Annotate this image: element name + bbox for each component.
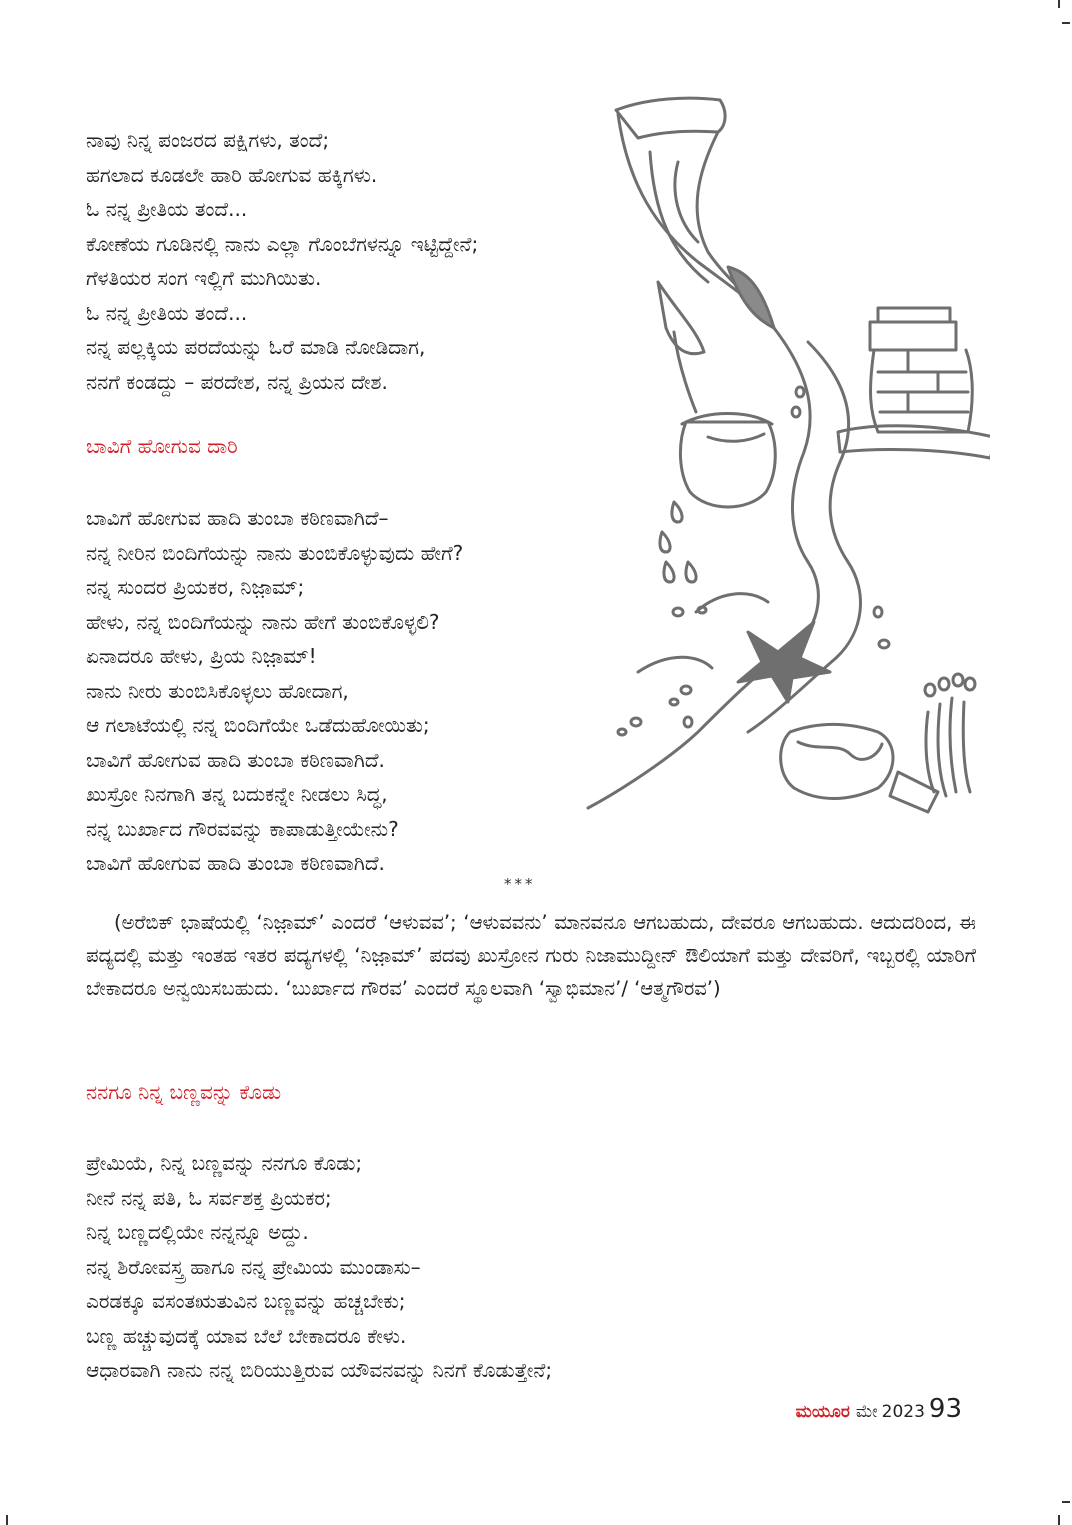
poem-3-title: ನನಗೂ ನಿನ್ನ ಬಣ್ಣವನ್ನು ಕೊಡು xyxy=(86,1080,282,1104)
explanatory-note: (ಅರೆಬಿಕ್ ಭಾಷೆಯಲ್ಲಿ ‘ನಿಜ಼ಾಮ್’ ಎಂದರೆ ‘ಆಳುವವ’; ‘ಆಳುವವನು’ ಮಾನವನೂ ಆಗಬಹುದು, ದೇವರೂ ಆಗಬಹುದು. ಆದುದರಿಂದ, ಈ ಪದ್ಯದಲ್ಲಿ ಮತ್ತು ಇಂತಹ ಇತರ ಪದ್ಯಗಳಲ್ಲಿ ‘ನಿಜ಼ಾಮ್’ ಪದವು ಖುಸ್ರೋನ ಗುರು ನಿಜಾಮುದ್ದೀನ್ ಔಲಿಯಾಗೆ ಮತ್ತು ದೇವರಿಗೆ, ಇಬ್ಬರಲ್ಲಿ ಯಾರಿಗೆ ಬೇಕಾದರೂ ಅನ್ವಯಿಸಬಹುದು. ‘ಬುರ್ಖಾದ ಗೌರವ’ ಎಂದರೆ ಸ್ಥೂಲವಾಗಿ ‘ಸ್ವಾಭಿಮಾನ’/ ‘ಆತ್ಮಗೌರವ’) xyxy=(86,911,976,1000)
crop-mark xyxy=(1058,0,1060,8)
splash-star xyxy=(738,622,830,702)
poem-line: ಬಾವಿಗೆ ಹೋಗುವ ಹಾದಿ ತುಂಬಾ ಕಠಿಣವಾಗಿದೆ. xyxy=(86,851,385,875)
poem-line: ಎರಡಕ್ಕೂ ವಸಂತಋತುವಿನ ಬಣ್ಣವನ್ನು ಹಚ್ಚಬೇಕು; xyxy=(86,1289,406,1313)
poem-line: ಓ ನನ್ನ ಪ್ರೀತಿಯ ತಂದೆ... xyxy=(86,197,248,221)
issue-month: ಮೇ xyxy=(855,1402,878,1422)
poem-line: ನನ್ನ ಪಲ್ಲಕ್ಕಿಯ ಪರದೆಯನ್ನು ಓರೆ ಮಾಡಿ ನೋಡಿದಾಗ, xyxy=(86,335,426,359)
poem-line: ನನ್ನ ಸುಂದರ ಪ್ರಿಯಕರ, ನಿಜ಼ಾಮ್; xyxy=(86,575,305,599)
poem-1 xyxy=(86,123,478,399)
poem-line: ಹಗಲಾದ ಕೂಡಲೇ ಹಾರಿ ಹೋಗುವ ಹಕ್ಕಿಗಳು. xyxy=(86,162,378,187)
poem-line: ಕೋಣೆಯ ಗೂಡಿನಲ್ಲಿ ನಾನು ಎಲ್ಲಾ ಗೊಂಬೆಗಳನ್ನೂ ಇಟ್ಟಿದ್ದೇನೆ; xyxy=(86,231,479,256)
poem-line: ನನಗೆ ಕಂಡದ್ದು – ಪರದೇಶ, ನನ್ನ ಪ್ರಿಯನ ದೇಶ. xyxy=(86,369,388,394)
poem-line: ಏನಾದರೂ ಹೇಳು, ಪ್ರಿಯ ನಿಜ಼ಾಮ್! xyxy=(86,644,317,668)
broken-pot xyxy=(781,725,893,799)
poem-line: ಗೆಳತಿಯರ ಸಂಗ ಇಲ್ಲಿಗೆ ಮುಗಿಯಿತು. xyxy=(86,266,322,290)
poem-line: ಆಧಾರವಾಗಿ ನಾನು ನನ್ನ ಬಿರಿಯುತ್ತಿರುವ ಯೌವನವನ್ನು ನಿನಗೆ ಕೊಡುತ್ತೇನೆ; xyxy=(86,1358,553,1382)
well-path-illustration xyxy=(578,92,990,840)
poem-line: ನಿನ್ನ ಬಣ್ಣದಲ್ಲಿಯೇ ನನ್ನನ್ನೂ ಅದ್ದು. xyxy=(86,1220,309,1244)
section-separator: *** xyxy=(504,875,536,893)
crop-mark xyxy=(1058,1515,1060,1525)
poem-line: ಪ್ರೇಮಿಯೆ, ನಿನ್ನ ಬಣ್ಣವನ್ನು ನನಗೂ ಕೊಡು; xyxy=(86,1151,363,1175)
crop-mark xyxy=(6,1515,8,1525)
poem-line: ನನ್ನ ನೀರಿನ ಬಿಂದಿಗೆಯನ್ನು ನಾನು ತುಂಬಿಕೊಳ್ಳುವುದು ಹೇಗೆ? xyxy=(86,540,464,565)
page-footer xyxy=(796,1394,962,1424)
poem-line: ನನ್ನ ಬುರ್ಖಾದ ಗೌರವವನ್ನು ಕಾಪಾಡುತ್ತೀಯೇನು? xyxy=(86,816,399,841)
poem-2-title: ಬಾವಿಗೆ ಹೋಗುವ ದಾರಿ xyxy=(86,434,238,458)
poem-line: ಬಾವಿಗೆ ಹೋಗುವ ಹಾದಿ ತುಂಬಾ ಕಠಿಣವಾಗಿದೆ– xyxy=(86,506,389,530)
poem-2 xyxy=(86,501,463,881)
poem-line: ನಾನು ನೀರು ತುಂಬಿಸಿಕೊಳ್ಳಲು ಹೋದಾಗ, xyxy=(86,678,349,703)
poem-line: ಆ ಗಲಾಟೆಯಲ್ಲಿ ನನ್ನ ಬಿಂದಿಗೆಯೇ ಒಡೆದುಹೋಯಿತು; xyxy=(86,713,430,737)
poem-line: ಓ ನನ್ನ ಪ್ರೀತಿಯ ತಂದೆ... xyxy=(86,300,248,325)
poem-line: ನಾವು ನಿನ್ನ ಪಂಜರದ ಪಕ್ಷಿಗಳು, ತಂದೆ; xyxy=(86,128,330,152)
well-top xyxy=(870,322,956,350)
poem-line: ಹೇಳು, ನನ್ನ ಬಿಂದಿಗೆಯನ್ನು ನಾನು ಹೇಗೆ ತುಂಬಿಕೊಳ್ಳಲಿ? xyxy=(86,609,440,634)
magazine-brand: ಮಯೂರ xyxy=(795,1402,850,1422)
poem-line: ನೀನೆ ನನ್ನ ಪತಿ, ಓ ಸರ್ವಶಕ್ತ ಪ್ರಿಯಕರ; xyxy=(86,1185,332,1210)
poem-line: ನನ್ನ ಶಿರೋವಸ್ತ್ರ ಹಾಗೂ ನನ್ನ ಪ್ರೇಮಿಯ ಮುಂಡಾಸು– xyxy=(86,1254,421,1279)
issue-year: 2023 xyxy=(881,1402,925,1422)
poem-line: ಖುಸ್ರೋ ನಿನಗಾಗಿ ತನ್ನ ಬದುಕನ್ನೇ ನೀಡಲು ಸಿದ್ಧ, xyxy=(86,782,388,806)
page-number: 93 xyxy=(928,1394,962,1424)
poem-3 xyxy=(86,1146,552,1388)
poem-line: ಬಾವಿಗೆ ಹೋಗುವ ಹಾದಿ ತುಂಬಾ ಕಠಿಣವಾಗಿದೆ. xyxy=(86,747,385,772)
crop-mark xyxy=(1062,1501,1070,1503)
crop-mark xyxy=(1062,22,1070,24)
veil-top xyxy=(616,98,725,138)
poem-line: ಬಣ್ಣ ಹಚ್ಚುವುದಕ್ಕೆ ಯಾವ ಬೆಲೆ ಬೇಕಾದರೂ ಕೇಳು. xyxy=(86,1323,407,1348)
